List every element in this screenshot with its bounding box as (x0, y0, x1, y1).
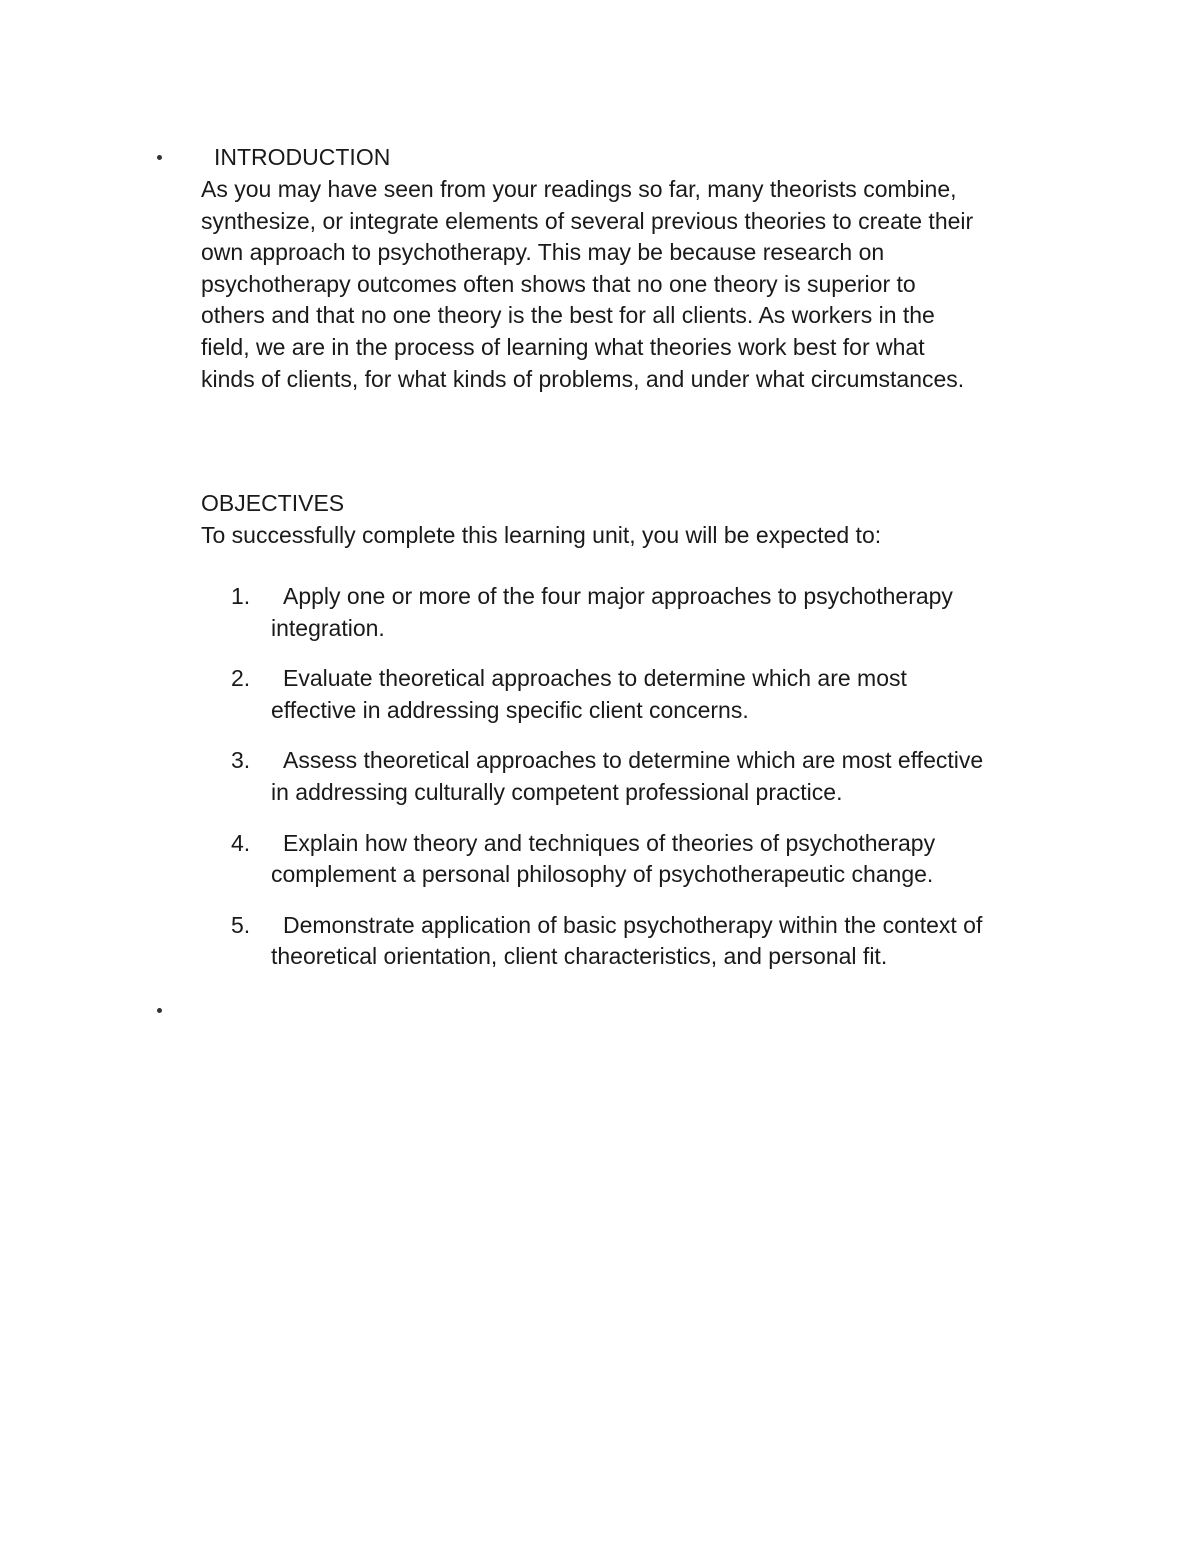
list-item-line: Apply one or more of the four major approaches to psychotherapy (283, 583, 953, 609)
list-item (231, 910, 1111, 973)
list-item (231, 581, 1111, 644)
list-item-line: Demonstrate application of basic psychotherapy within the context of (283, 911, 983, 938)
paragraph-line: others and that no one theory is the best for all clients. As workers in the (201, 302, 935, 329)
bullet-icon (157, 155, 162, 160)
paragraph-line: field, we are in the process of learning what theories work best for what (201, 333, 925, 360)
paragraph-line: psychotherapy outcomes often shows that no one theory is superior to (201, 270, 916, 297)
list-number: 4. (231, 829, 251, 856)
list-item (231, 828, 1111, 891)
list-number: 1. (231, 583, 251, 609)
paragraph-line: synthesize, or integrate elements of several previous theories to create their (201, 207, 974, 234)
list-item-line: effective in addressing specific client concerns. (271, 696, 749, 723)
list-item-line: complement a personal philosophy of psychotherapeutic change. (271, 861, 934, 888)
list-item-line: theoretical orientation, client characteristics, and personal fit. (271, 943, 888, 970)
paragraph-line: own approach to psychotherapy. This may be because research on (201, 239, 885, 266)
objectives-intro: To successfully complete this learning unit, you will be expected to: (201, 522, 882, 548)
list-item (231, 663, 1111, 726)
bullet-icon (157, 1008, 162, 1013)
list-item (231, 745, 1111, 808)
objectives-heading: OBJECTIVES (201, 490, 345, 516)
list-number: 2. (231, 665, 251, 692)
introduction-paragraph (201, 174, 1101, 395)
introduction-heading: INTRODUCTION (214, 144, 391, 170)
objectives-list (231, 581, 1111, 992)
list-item-line: in addressing culturally competent professional practice. (271, 778, 843, 805)
list-item-line: integration. (271, 614, 385, 641)
list-item-line: Assess theoretical approaches to determine which are most effective (283, 747, 984, 774)
list-number: 3. (231, 747, 251, 774)
paragraph-line: As you may have seen from your readings so far, many theorists combine, (201, 176, 957, 202)
list-item-line: Explain how theory and techniques of theories of psychotherapy (283, 829, 936, 856)
list-number: 5. (231, 911, 251, 938)
list-item-line: Evaluate theoretical approaches to determine which are most (283, 665, 907, 692)
paragraph-line: kinds of clients, for what kinds of problems, and under what circumstances. (201, 365, 965, 392)
